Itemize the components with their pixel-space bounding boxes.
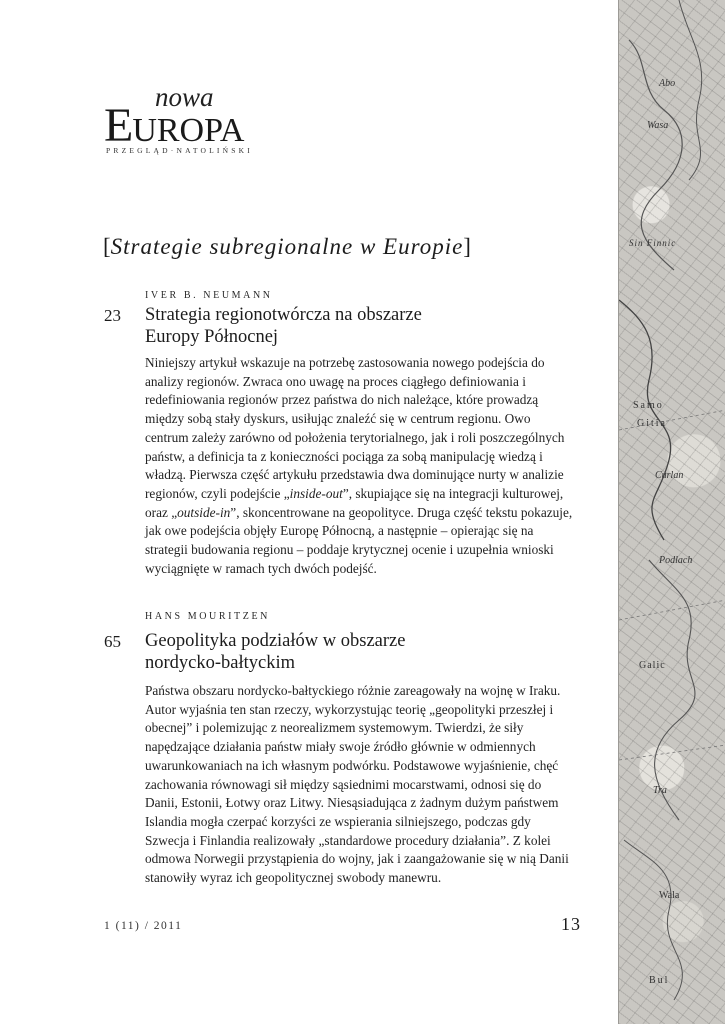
article-page-number: 65 bbox=[104, 632, 121, 651]
article-author: IVER B. NEUMANN bbox=[145, 290, 273, 301]
article-title-line: nordycko-bałtyckim bbox=[145, 653, 296, 673]
footer-page-number: 13 bbox=[561, 914, 581, 934]
map-illustration bbox=[619, 0, 725, 1024]
map-label: Galic bbox=[639, 660, 666, 671]
abstract-text: Państwa obszaru nordycko-bałtyckiego różnie zareagowały na wojnę w Iraku. Autor wyjaśnia ten stan rzeczy, wykorzystując teorię „geopolityki przeszłej i obecnej” i polemizując z neorealizmem systemowym. Twierdzi, że siły napędzające działania państw miały swoje źródło głównie w odmiennych uwarunkowaniach na ich własnym podwórku. Podstawowe wyjaśnienie, chęć zachowania równowagi sił między sąsiednimi mocarstwami, odnosi się do Danii, Estonii, Łotwy oraz Litwy. Niesąsiadująca z żadnym dużym państwem Islandia mogła czerpać korzyści ze wspierania silniejszego, podczas gdy Szwecja i Finlandia realizowały „standardowe procedury działania”. Z kolei odmowa Norwegii przystąpienia do wojny, jak i zaangażowanie się w nią Danii stanowiły wyraz ich geopolitycznej swobody manewru. bbox=[145, 683, 569, 886]
map-label: Sin Finnic bbox=[629, 238, 677, 248]
article-title-line: Strategia regionotwórcza na obszarze bbox=[145, 305, 422, 325]
article-author: HANS MOURITZEN bbox=[145, 611, 271, 622]
journal-logo bbox=[104, 84, 334, 164]
logo-nowa-text: nowa bbox=[155, 82, 214, 112]
article-title bbox=[145, 630, 545, 674]
logo-europa-first: E bbox=[104, 99, 133, 152]
section-bracket-close: ] bbox=[463, 234, 471, 259]
logo-europa-rest: UROPA bbox=[132, 112, 245, 149]
map-label: Bul bbox=[649, 975, 670, 986]
decorative-map-strip bbox=[618, 0, 725, 1024]
section-bracket-open: [ bbox=[103, 234, 111, 259]
map-label: Gitia bbox=[637, 418, 667, 429]
article-title bbox=[145, 304, 545, 348]
article-abstract bbox=[145, 354, 575, 578]
map-label: Wasa bbox=[647, 120, 669, 131]
map-label: Samo bbox=[633, 400, 664, 411]
article-page-number: 23 bbox=[104, 306, 121, 325]
section-title-text: Strategie subregionalne w Europie bbox=[110, 234, 464, 259]
article-title-line: Geopolityka podziałów w obszarze bbox=[145, 631, 406, 651]
logo-subtitle: PRZEGLĄD·NATOLIŃSKI bbox=[106, 146, 253, 155]
abstract-text: ”, skupiające się na integracji kulturowej, oraz „ bbox=[145, 485, 564, 520]
map-label: Curlan bbox=[655, 470, 684, 481]
map-label: Abo bbox=[659, 78, 676, 89]
abstract-emphasis: outside-in bbox=[177, 504, 231, 520]
footer-issue: 1 (11) / 2011 bbox=[104, 920, 183, 932]
abstract-text: ”, skoncentrowane na geopolityce. Druga część tekstu pokazuje, jak owe podejścia objęły Europę Północną, a następnie – opierając się na strategii budowania regionu – poddaje krytycznej ocenie i uzupełnia wnioski wyciągnięte w ramach tych dwóch podejść. bbox=[145, 504, 573, 576]
abstract-emphasis: inside-out bbox=[289, 485, 343, 501]
map-label: Podlach bbox=[659, 555, 693, 566]
map-label: Wala bbox=[659, 890, 680, 901]
abstract-text: Niniejszy artykuł wskazuje na potrzebę zastosowania nowego podejścia do analizy regionów. Zwraca ono uwagę na proces ciągłego definiowania i redefiniowania regionów przez państwa do nich należące, które prowadzą między sobą stały dyskurs, usiłując znaleźć się w centrum regionu. Owo centrum zależy zarówno od położenia terytorialnego, jak i roli poszczególnych państw, a definicja ta z konieczności pociąga za sobą manipulację wiedzą i władzą. Pierwsza część artykułu przedstawia dwa dominujące nurty w analizie regionów, czyli podejście „ bbox=[145, 355, 565, 501]
section-title bbox=[103, 232, 471, 262]
map-label: Tra bbox=[653, 785, 667, 796]
article-title-line: Europy Północnej bbox=[145, 327, 279, 347]
article-abstract bbox=[145, 682, 575, 888]
